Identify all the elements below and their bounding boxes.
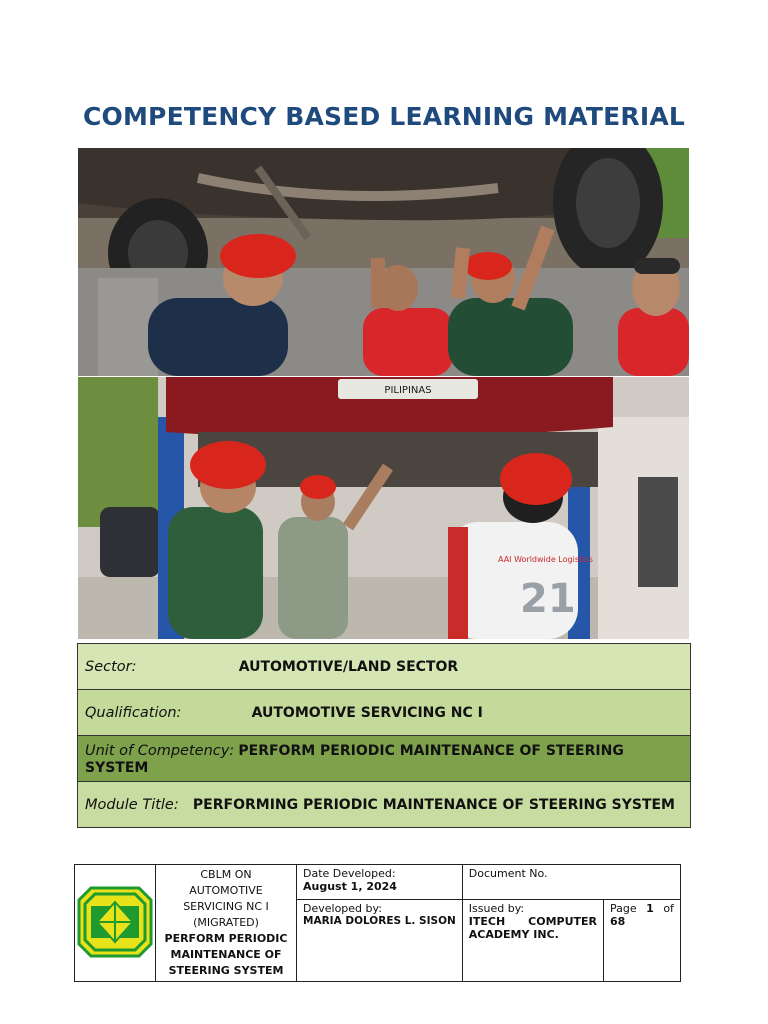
qualification-row <box>78 690 691 736</box>
jersey-number: 21 <box>520 576 576 622</box>
jersey-text: AAI Worldwide Logistics <box>498 555 593 564</box>
cblm-title-cell <box>156 865 297 982</box>
module-info-table <box>77 643 691 828</box>
document-footer-table <box>74 864 681 982</box>
developed-by-cell <box>297 900 463 982</box>
page-total: 68 <box>610 915 626 928</box>
document-number-label: Document No. <box>468 867 548 880</box>
issued-by-cell <box>462 900 603 982</box>
document-number-cell <box>462 865 680 900</box>
document-title: COMPETENCY BASED LEARNING MATERIAL <box>82 102 686 131</box>
unit-label: Unit of Competency: <box>85 742 235 759</box>
issued-by-value-2: ACADEMY INC. <box>468 928 559 941</box>
unit-row <box>78 736 691 782</box>
module-title-value: PERFORMING PERIODIC MAINTENANCE OF STEERING SYSTEM <box>192 797 675 813</box>
sector-value: AUTOMOTIVE/LAND SECTOR <box>238 659 459 675</box>
page-cell <box>604 900 681 982</box>
cblm-line-3: (MIGRATED) <box>193 916 259 929</box>
logo-cell <box>75 865 156 982</box>
issued-by-label: Issued by: <box>468 902 525 915</box>
developed-by-value: MARIA DOLORES L. SISON <box>303 915 456 927</box>
cblm-line-6: STEERING SYSTEM <box>168 964 284 977</box>
issued-by-value-1: ITECH COMPUTER <box>468 915 598 928</box>
date-developed-label: Date Developed: <box>303 867 396 880</box>
page-label: Page <box>610 902 637 915</box>
cblm-line-4: PERFORM PERIODIC <box>164 932 288 945</box>
module-title-row <box>78 782 691 828</box>
unit-value: PERFORM PERIODIC MAINTENANCE OF STEERING SYSTEM <box>85 742 624 776</box>
date-developed-value: August 1, 2024 <box>303 880 397 893</box>
qualification-value: AUTOMOTIVE SERVICING NC I <box>251 705 483 721</box>
academy-logo-icon <box>77 886 153 958</box>
sector-label: Sector: <box>85 659 137 675</box>
developed-by-label: Developed by: <box>303 902 382 915</box>
workshop-under-vehicle-top-photo <box>78 148 689 376</box>
cblm-line-1: CBLM ON AUTOMOTIVE <box>189 868 263 897</box>
workshop-under-vehicle-bottom-photo <box>78 377 689 639</box>
qualification-label: Qualification: <box>85 705 182 721</box>
page-of: of <box>663 902 674 915</box>
module-title-label: Module Title: <box>85 797 179 813</box>
sector-row <box>78 644 691 690</box>
date-developed-cell <box>297 865 463 900</box>
cblm-line-2: SERVICING NC I <box>183 900 269 913</box>
license-plate: PILIPINAS <box>384 385 432 396</box>
page-number: 1 <box>646 902 654 915</box>
cblm-line-5: MAINTENANCE OF <box>170 948 282 961</box>
